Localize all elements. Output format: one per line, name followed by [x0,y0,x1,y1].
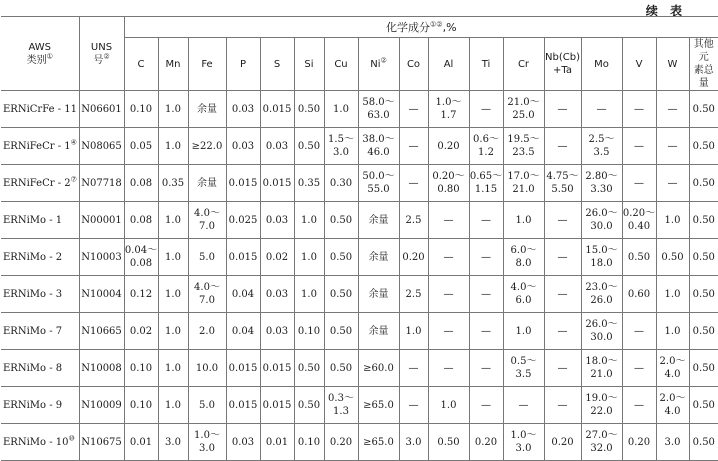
composition-value-cell: 0.03 [260,276,294,313]
composition-value-cell: 0.50 [689,202,718,239]
composition-value-cell: 4.0～ 7.0 [188,202,226,239]
composition-value-cell: — [544,128,581,165]
composition-value-cell: 1.0 [503,313,544,350]
table-row [1,202,718,239]
element-header: Ni② [358,38,399,91]
composition-value-cell: 2.0～ 4.0 [656,387,689,424]
aws-class-header: AWS 类别① [1,17,79,91]
composition-value-cell: — [544,387,581,424]
composition-value-cell: 0.03 [260,202,294,239]
composition-value-cell: — [469,387,503,424]
continued-label: 续 表 [645,4,686,18]
composition-value-cell: 1.0 [399,313,428,350]
element-header: W [656,38,689,91]
composition-value-cell: 0.10 [294,424,324,461]
composition-value-cell: 0.20 [469,424,503,461]
aws-class-cell: ERNiMo - 10⑩ [1,424,79,461]
composition-value-cell: — [622,165,656,202]
composition-value-cell: 5.0 [188,239,226,276]
table-row [1,424,718,461]
composition-value-cell: 余量 [358,313,399,350]
composition-value-cell: 余量 [358,202,399,239]
composition-value-cell: 0.50 [689,424,718,461]
element-header: Fe [188,38,226,91]
table-row [1,128,718,165]
composition-value-cell: 1.0 [294,202,324,239]
composition-value-cell: 0.50 [689,165,718,202]
composition-value-cell: 0.50 [689,91,718,128]
uns-number-cell: N10003 [79,239,124,276]
composition-value-cell: 0.02 [124,313,158,350]
composition-value-cell: — [622,387,656,424]
element-header: 其他元 素总量 [689,38,718,91]
composition-value-cell: 10.0 [188,350,226,387]
composition-value-cell: — [544,276,581,313]
composition-value-cell: 0.20 [544,424,581,461]
composition-value-cell: 4.0～ 6.0 [503,276,544,313]
composition-value-cell: 0.015 [226,165,260,202]
composition-value-cell: 0.65～ 1.15 [469,165,503,202]
uns-number-cell: N00001 [79,202,124,239]
uns-number-cell: N06601 [79,91,124,128]
composition-value-cell: 0.50 [622,239,656,276]
composition-value-cell: 0.50 [689,387,718,424]
composition-value-cell: 2.0～ 4.0 [656,350,689,387]
composition-value-cell: 0.015 [260,350,294,387]
composition-value-cell: 1.0 [294,239,324,276]
composition-value-cell: 0.015 [260,165,294,202]
uns-number-cell: N10009 [79,387,124,424]
composition-value-cell: 18.0～ 21.0 [581,350,622,387]
table-row [1,239,718,276]
uns-number-cell: N10004 [79,276,124,313]
composition-value-cell: — [469,239,503,276]
composition-value-cell: 4.75～ 5.50 [544,165,581,202]
composition-value-cell: 0.02 [260,239,294,276]
composition-value-cell: — [428,202,469,239]
composition-value-cell: 0.3～ 1.3 [324,387,358,424]
composition-value-cell: — [399,165,428,202]
composition-value-cell: ≥65.0 [358,387,399,424]
composition-value-cell: — [469,313,503,350]
aws-class-cell: ERNiMo - 8 [1,350,79,387]
composition-header: 化学成分①②,% [124,17,718,38]
composition-value-cell: 0.08 [124,202,158,239]
composition-value-cell: 5.0 [188,387,226,424]
composition-value-cell: 19.5～ 23.5 [503,128,544,165]
composition-value-cell: 1.0 [158,350,188,387]
element-header: Al [428,38,469,91]
composition-value-cell: — [544,313,581,350]
composition-value-cell: — [428,239,469,276]
composition-value-cell: 0.20～ 0.80 [428,165,469,202]
composition-value-cell: — [622,91,656,128]
element-header: Cr [503,38,544,91]
aws-class-cell: ERNiMo - 9 [1,387,79,424]
composition-value-cell: 38.0～ 46.0 [358,128,399,165]
composition-value-cell: 1.0 [158,387,188,424]
composition-value-cell: 1.0～ 3.0 [503,424,544,461]
composition-value-cell: 21.0～ 25.0 [503,91,544,128]
aws-class-cell: ERNiMo - 3 [1,276,79,313]
composition-value-cell: 2.80～ 3.30 [581,165,622,202]
composition-value-cell: — [656,128,689,165]
uns-number-cell: N07718 [79,165,124,202]
composition-value-cell: 0.20 [399,239,428,276]
composition-value-cell: 0.03 [226,128,260,165]
composition-value-cell: 0.50 [428,424,469,461]
composition-value-cell: 0.015 [260,387,294,424]
table-row [1,276,718,313]
composition-value-cell: 0.03 [226,91,260,128]
composition-value-cell: — [622,313,656,350]
composition-value-cell: — [622,350,656,387]
composition-value-cell: 6.0～ 8.0 [503,239,544,276]
composition-value-cell: 1.0 [656,276,689,313]
composition-value-cell: 4.0～ 7.0 [188,276,226,313]
table-row [1,387,718,424]
composition-value-cell: 0.01 [260,424,294,461]
composition-value-cell: 0.04 [226,276,260,313]
composition-value-cell: 2.5 [399,276,428,313]
table-row [1,313,718,350]
composition-value-cell: 1.0 [158,313,188,350]
composition-value-cell: 0.50 [324,239,358,276]
composition-value-cell: 3.0 [656,424,689,461]
composition-value-cell: 1.0 [158,202,188,239]
composition-value-cell: 1.0 [656,313,689,350]
table-row [1,350,718,387]
composition-value-cell: 1.0～ 1.7 [428,91,469,128]
composition-value-cell: 0.03 [226,424,260,461]
composition-value-cell: 3.0 [399,424,428,461]
composition-value-cell: — [469,91,503,128]
aws-class-cell: ERNiMo - 1 [1,202,79,239]
composition-value-cell: 0.015 [226,350,260,387]
composition-value-cell: — [503,387,544,424]
composition-value-cell: 0.50 [294,350,324,387]
composition-value-cell: 1.0 [158,91,188,128]
composition-value-cell: 0.01 [124,424,158,461]
composition-value-cell: — [428,350,469,387]
composition-value-cell: 15.0～ 18.0 [581,239,622,276]
composition-value-cell: — [469,350,503,387]
composition-value-cell: — [399,91,428,128]
uns-number-cell: N08065 [79,128,124,165]
composition-value-cell: 0.5～ 3.5 [503,350,544,387]
composition-value-cell: 26.0～ 30.0 [581,313,622,350]
composition-value-cell: 1.0 [428,387,469,424]
composition-value-cell: 0.50 [324,202,358,239]
composition-value-cell: 0.10 [124,350,158,387]
composition-value-cell: 1.0 [656,202,689,239]
composition-value-cell: 0.20～ 0.40 [622,202,656,239]
composition-value-cell: — [399,128,428,165]
composition-value-cell: — [622,128,656,165]
element-header: V [622,38,656,91]
composition-value-cell: — [428,313,469,350]
composition-value-cell: 0.04～ 0.08 [124,239,158,276]
composition-value-cell: 0.10 [294,313,324,350]
composition-value-cell: — [469,202,503,239]
composition-value-cell: 0.10 [124,387,158,424]
composition-value-cell: 0.50 [294,91,324,128]
composition-value-cell: 0.20 [622,424,656,461]
composition-value-cell: 余量 [188,165,226,202]
composition-value-cell: 2.5 [399,202,428,239]
composition-value-cell: 0.10 [124,91,158,128]
composition-value-cell: 0.50 [689,276,718,313]
uns-number-cell: N10665 [79,313,124,350]
element-header: Co [399,38,428,91]
uns-number-cell: N10675 [79,424,124,461]
composition-value-cell: 余量 [188,91,226,128]
composition-value-cell: 1.0 [503,202,544,239]
composition-value-cell: 1.0～ 3.0 [188,424,226,461]
composition-value-cell: 0.50 [689,128,718,165]
composition-value-cell: 1.0 [324,91,358,128]
composition-value-cell: 0.015 [226,387,260,424]
element-header: Ti [469,38,503,91]
table-row [1,165,718,202]
composition-value-cell: 0.20 [324,424,358,461]
composition-value-cell: 1.0 [158,239,188,276]
composition-value-cell: 0.50 [689,350,718,387]
composition-value-cell: 0.08 [124,165,158,202]
composition-value-cell: 0.05 [124,128,158,165]
composition-value-cell: 3.0 [158,424,188,461]
composition-value-cell: — [544,91,581,128]
composition-value-cell: — [581,91,622,128]
composition-value-cell: 0.6～ 1.2 [469,128,503,165]
composition-value-cell: — [544,239,581,276]
composition-value-cell: 0.50 [294,128,324,165]
composition-value-cell: 0.015 [260,91,294,128]
element-header: Si [294,38,324,91]
element-header: C [124,38,158,91]
aws-class-cell: ERNiCrFe - 11 [1,91,79,128]
composition-value-cell: — [544,350,581,387]
aws-class-cell: ERNiMo - 2 [1,239,79,276]
composition-value-cell: 1.0 [158,276,188,313]
composition-value-cell: — [656,91,689,128]
composition-value-cell: — [544,202,581,239]
composition-value-cell: 23.0～ 26.0 [581,276,622,313]
composition-value-cell: 0.60 [622,276,656,313]
composition-value-cell: 0.30 [324,165,358,202]
composition-value-cell: 0.50 [294,387,324,424]
composition-value-cell: 0.04 [226,313,260,350]
composition-value-cell: ≥22.0 [188,128,226,165]
composition-value-cell: 1.0 [294,276,324,313]
composition-value-cell: 58.0～ 63.0 [358,91,399,128]
composition-value-cell: 余量 [358,239,399,276]
composition-value-cell: 0.03 [260,128,294,165]
element-header: S [260,38,294,91]
uns-number-cell: N10008 [79,350,124,387]
composition-value-cell: 1.0 [158,128,188,165]
composition-value-cell: 2.5～ 3.5 [581,128,622,165]
aws-class-cell: ERNiFeCr - 1④ [1,128,79,165]
composition-value-cell: 0.50 [689,239,718,276]
composition-value-cell: 0.35 [158,165,188,202]
composition-value-cell: 0.50 [324,313,358,350]
chemical-composition-table [1,16,718,461]
composition-value-cell: 17.0～ 21.0 [503,165,544,202]
composition-value-cell: — [399,350,428,387]
composition-value-cell: 50.0～ 55.0 [358,165,399,202]
composition-value-cell: 1.5～ 3.0 [324,128,358,165]
composition-value-cell: 0.35 [294,165,324,202]
composition-value-cell: ≥65.0 [358,424,399,461]
composition-value-cell: 2.0 [188,313,226,350]
composition-value-cell: 0.12 [124,276,158,313]
composition-value-cell: 余量 [358,276,399,313]
uns-number-header: UNS 号② [79,17,124,91]
aws-class-cell: ERNiMo - 7 [1,313,79,350]
table-row [1,91,718,128]
element-header: P [226,38,260,91]
composition-value-cell: 0.50 [689,313,718,350]
composition-value-cell: 26.0～ 30.0 [581,202,622,239]
composition-value-cell: ≥60.0 [358,350,399,387]
composition-value-cell: 0.50 [324,276,358,313]
composition-value-cell: — [428,276,469,313]
element-header: Cu [324,38,358,91]
composition-value-cell: — [656,165,689,202]
composition-value-cell: 0.20 [428,128,469,165]
composition-value-cell: 0.015 [226,239,260,276]
composition-value-cell: 0.50 [656,239,689,276]
composition-value-cell: 0.50 [324,350,358,387]
composition-value-cell: — [399,387,428,424]
composition-value-cell: 0.025 [226,202,260,239]
composition-value-cell: 19.0～ 22.0 [581,387,622,424]
element-header: Nb(Cb) +Ta [544,38,581,91]
element-header: Mn [158,38,188,91]
composition-value-cell: 27.0～ 32.0 [581,424,622,461]
element-header: Mo [581,38,622,91]
composition-value-cell: 0.03 [260,313,294,350]
aws-class-cell: ERNiFeCr - 2⑦ [1,165,79,202]
composition-value-cell: — [469,276,503,313]
